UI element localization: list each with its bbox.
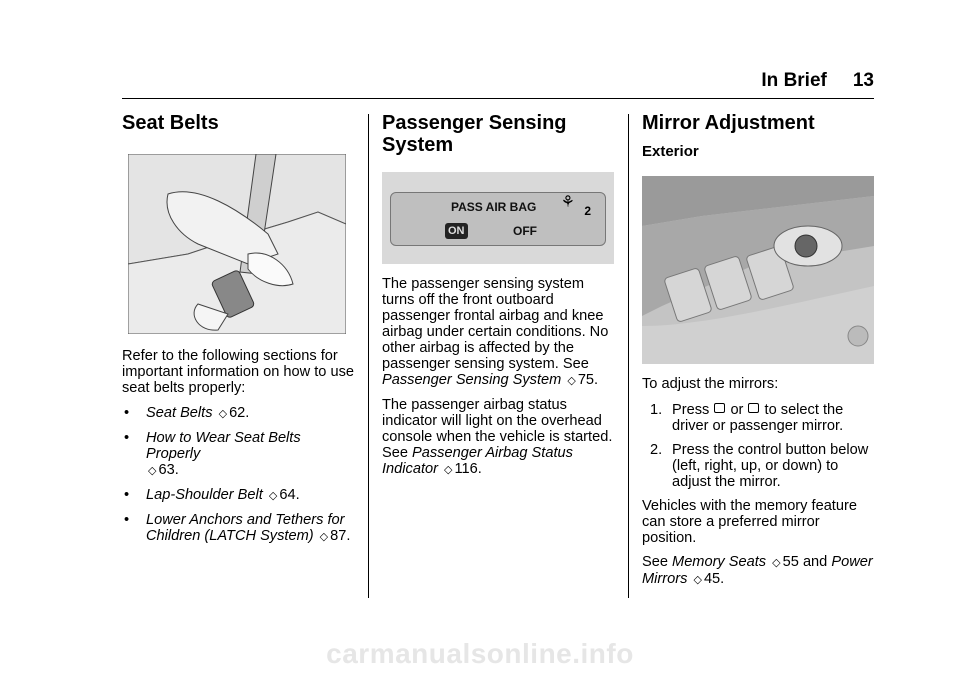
p1-text: The passenger sensing system turns off the front outboard passenger frontal airbag and knee airbag under certain conditions. No other airbag is affected by the passenger sensing system. See xyxy=(382,276,609,372)
memory-feature-text: Vehicles with the memory feature can store a preferred mirror position. xyxy=(642,498,857,546)
step-number: 1. xyxy=(650,402,663,418)
column-divider-2 xyxy=(628,114,629,598)
xref-link[interactable]: Power Mirrors xyxy=(642,554,873,587)
xref-link[interactable]: How to Wear Seat Belts Properly xyxy=(146,430,301,462)
column-passenger-sensing xyxy=(382,112,616,478)
p2-text: The passenger airbag status indicator will light on the overhead console when the vehicle is started. See xyxy=(382,397,613,461)
list-item: • Seat Belts ◇ 62. xyxy=(124,405,250,421)
step-text: or xyxy=(730,402,744,418)
on-indicator: ON xyxy=(445,223,468,239)
mirror-see-also: See Memory Seats ◇ 55 and Power Mirrors ◇ 45. xyxy=(642,554,873,587)
ref-arrow-icon: ◇ xyxy=(319,531,329,543)
column-seat-belts xyxy=(122,112,358,553)
seat-belts-list xyxy=(122,405,358,545)
passenger-sensing-p1: The passenger sensing system turns off the front outboard passenger frontal airbag and knee airbag under certain conditions. No other airbag is affected by the passenger sensing system. See Passenger Sensing System ◇ 75. xyxy=(382,276,609,388)
list-item: • Lower Anchors and Tethers for Children (LATCH System) ◇ 87. xyxy=(124,512,351,544)
ref-arrow-icon: ◇ xyxy=(693,574,702,586)
xref-page[interactable]: 75 xyxy=(577,372,595,388)
xref-link[interactable]: Seat Belts xyxy=(146,405,213,421)
column-mirror-adjustment xyxy=(642,112,874,588)
indicator-panel xyxy=(390,192,606,246)
and-text: and xyxy=(802,554,828,570)
bullet: • xyxy=(124,405,130,421)
list-item: • Lap-Shoulder Belt ◇ 64. xyxy=(124,487,300,503)
ref-arrow-icon: ◇ xyxy=(268,490,278,502)
pass-airbag-label: PASS AIR BAG xyxy=(451,200,537,214)
heading-line-2: System xyxy=(382,134,454,156)
heading-line-1: Passenger Sensing xyxy=(382,112,567,134)
bullet: • xyxy=(124,512,130,528)
step-text: Press the control button below (left, right, up, or down) to adjust the mirror. xyxy=(672,442,869,490)
xref-page[interactable]: 63 xyxy=(158,462,175,478)
right-mirror-icon xyxy=(748,403,759,413)
see-text: See xyxy=(642,554,668,570)
step-text: Press xyxy=(672,402,710,418)
off-indicator: OFF xyxy=(513,224,537,238)
left-mirror-icon xyxy=(714,403,725,413)
mirrors-intro: To adjust the mirrors: xyxy=(642,376,779,392)
xref-link[interactable]: Memory Seats xyxy=(672,554,767,570)
xref-page[interactable]: 55 xyxy=(782,554,799,570)
list-item xyxy=(642,442,874,490)
xref-link[interactable]: Lap-Shoulder Belt xyxy=(146,487,263,503)
xref-link[interactable]: Lower Anchors and Tethers for Children (LATCH System) xyxy=(146,512,345,544)
seat-number: 2 xyxy=(584,204,591,218)
header-rule xyxy=(122,98,874,99)
ref-arrow-icon: ◇ xyxy=(772,557,781,569)
xref-link[interactable]: Passenger Sensing System xyxy=(382,372,562,388)
passenger-sensing-p2: The passenger airbag status indicator will light on the overhead console when the vehicle is started. See Passenger Airbag Status Indicator ◇ 116. xyxy=(382,397,613,477)
page-number: 13 xyxy=(852,70,874,91)
step-number: 2. xyxy=(650,442,663,458)
xref-link[interactable]: Passenger Airbag Status Indicator xyxy=(382,445,573,477)
heading-seat-belts: Seat Belts xyxy=(122,112,219,134)
bullet: • xyxy=(124,487,130,503)
ref-arrow-icon: ◇ xyxy=(567,375,576,387)
seat-belts-intro: Refer to the following sections for important information on how to use seat belts properly: xyxy=(122,348,355,396)
xref-page[interactable]: 62 xyxy=(229,405,246,421)
airbag-indicator-figure xyxy=(382,172,614,264)
list-item: • How to Wear Seat Belts Properly ◇ 63. xyxy=(124,430,301,478)
watermark: carmanualsonline.info xyxy=(326,638,634,669)
ref-arrow-icon: ◇ xyxy=(218,408,228,420)
bullet: • xyxy=(124,430,130,446)
heading-passenger-sensing xyxy=(382,112,616,156)
mirror-steps xyxy=(642,402,874,490)
xref-page[interactable]: 116 xyxy=(454,461,478,477)
subheading-exterior: Exterior xyxy=(642,143,699,160)
page-header xyxy=(761,70,874,92)
seat-airbag-icon: ⚘ xyxy=(560,194,575,211)
ref-arrow-icon: ◇ xyxy=(444,464,453,476)
ref-arrow-icon: ◇ xyxy=(148,465,157,477)
column-divider-1 xyxy=(368,114,369,598)
section-title: In Brief xyxy=(761,70,827,91)
heading-mirror-adjustment: Mirror Adjustment xyxy=(642,112,815,134)
xref-page[interactable]: 64 xyxy=(279,487,296,503)
seat-belt-illustration xyxy=(128,154,346,334)
mirror-control-photo xyxy=(642,176,874,364)
xref-page[interactable]: 45 xyxy=(703,571,721,587)
list-item xyxy=(642,402,874,434)
step-text: to select the driver or passenger mirror. xyxy=(672,402,844,434)
xref-page[interactable]: 87 xyxy=(330,528,347,544)
